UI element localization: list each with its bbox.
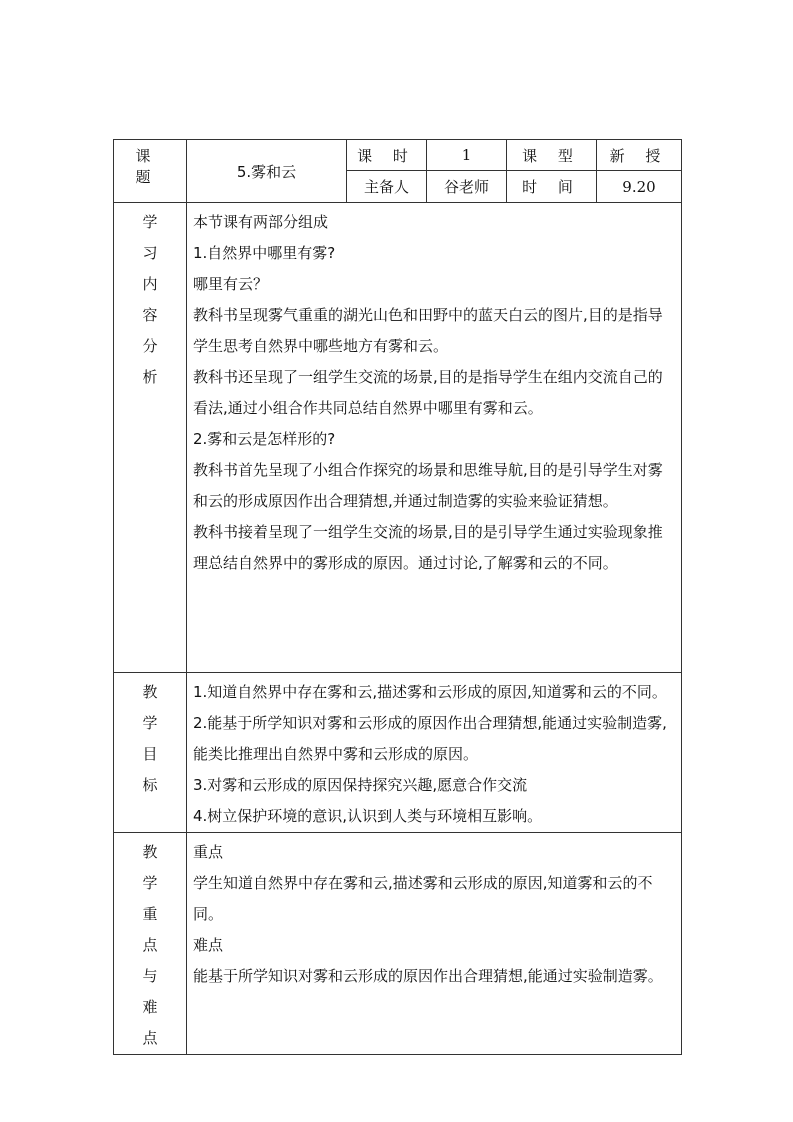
header-row-1 — [114, 140, 682, 171]
paragraph: 教科书还呈现了一组学生交流的场景,目的是指导学生在组内交流自己的看法,通过小组合作共同总结自然界中哪里有雾和云。 — [193, 368, 663, 417]
paragraph: 教科书首先呈现了小组合作探究的场景和思维导航,目的是引导学生对雾和云的形成原因作出合理猜想,并通过制造雾的实验来验证猜想。 — [193, 461, 663, 510]
preparer-value: 谷老师 — [427, 171, 507, 203]
teaching-goals-label: 教 学 目 标 — [114, 673, 187, 833]
teaching-goals-text — [187, 673, 682, 833]
content-analysis-label: 学 习 内 容 分 析 — [114, 203, 187, 673]
goal-item: 4.树立保护环境的意识,认识到人类与环境相互影响。 — [193, 807, 543, 825]
topic-label: 课 题 — [114, 140, 187, 203]
lesson-plan-table — [113, 139, 682, 1055]
paragraph: 教科书呈现雾气重重的湖光山色和田野中的蓝天白云的图片,目的是指导学生思考自然界中哪些地方有雾和云。 — [193, 306, 663, 355]
content-analysis-text — [187, 203, 682, 673]
paragraph: 2.雾和云是怎样形的? — [193, 430, 336, 448]
content-analysis-row — [114, 203, 682, 673]
paragraph: 重点 — [193, 843, 224, 861]
period-label: 课 时 — [347, 140, 427, 171]
goal-item: 2.能基于所学知识对雾和云形成的原因作出合理猜想,能通过实验制造雾,能类比推理出自然界中雾和云形成的原因。 — [193, 714, 667, 763]
key-points-text — [187, 833, 682, 1055]
paragraph: 哪里有云？ — [193, 275, 269, 293]
type-label: 课 型 — [507, 140, 597, 171]
goal-item: 3.对雾和云形成的原因保持探究兴趣,愿意合作交流 — [193, 776, 528, 794]
key-points-row — [114, 833, 682, 1055]
paragraph: 本节课有两部分组成 — [193, 213, 329, 231]
paragraph: 难点 — [193, 936, 224, 954]
goal-item: 1.知道自然界中存在雾和云,描述雾和云形成的原因,知道雾和云的不同。 — [193, 683, 667, 701]
key-points-label: 教 学 重 点 与 难 点 — [114, 833, 187, 1055]
time-value: 9.20 — [597, 171, 682, 203]
paragraph: 学生知道自然界中存在雾和云,描述雾和云形成的原因,知道雾和云的不同。 — [193, 874, 653, 923]
paragraph: 1.自然界中哪里有雾? — [193, 244, 336, 262]
teaching-goals-row — [114, 673, 682, 833]
paragraph: 能基于所学知识对雾和云形成的原因作出合理猜想,能通过实验制造雾。 — [193, 967, 663, 985]
preparer-label: 主备人 — [347, 171, 427, 203]
period-value: 1 — [427, 140, 507, 171]
type-value: 新 授 — [597, 140, 682, 171]
time-label: 时 间 — [507, 171, 597, 203]
paragraph: 教科书接着呈现了一组学生交流的场景,目的是引导学生通过实验现象推理总结自然界中的雾形成的原因。通过讨论,了解雾和云的不同。 — [193, 523, 663, 572]
topic-value: 5.雾和云 — [187, 140, 347, 203]
